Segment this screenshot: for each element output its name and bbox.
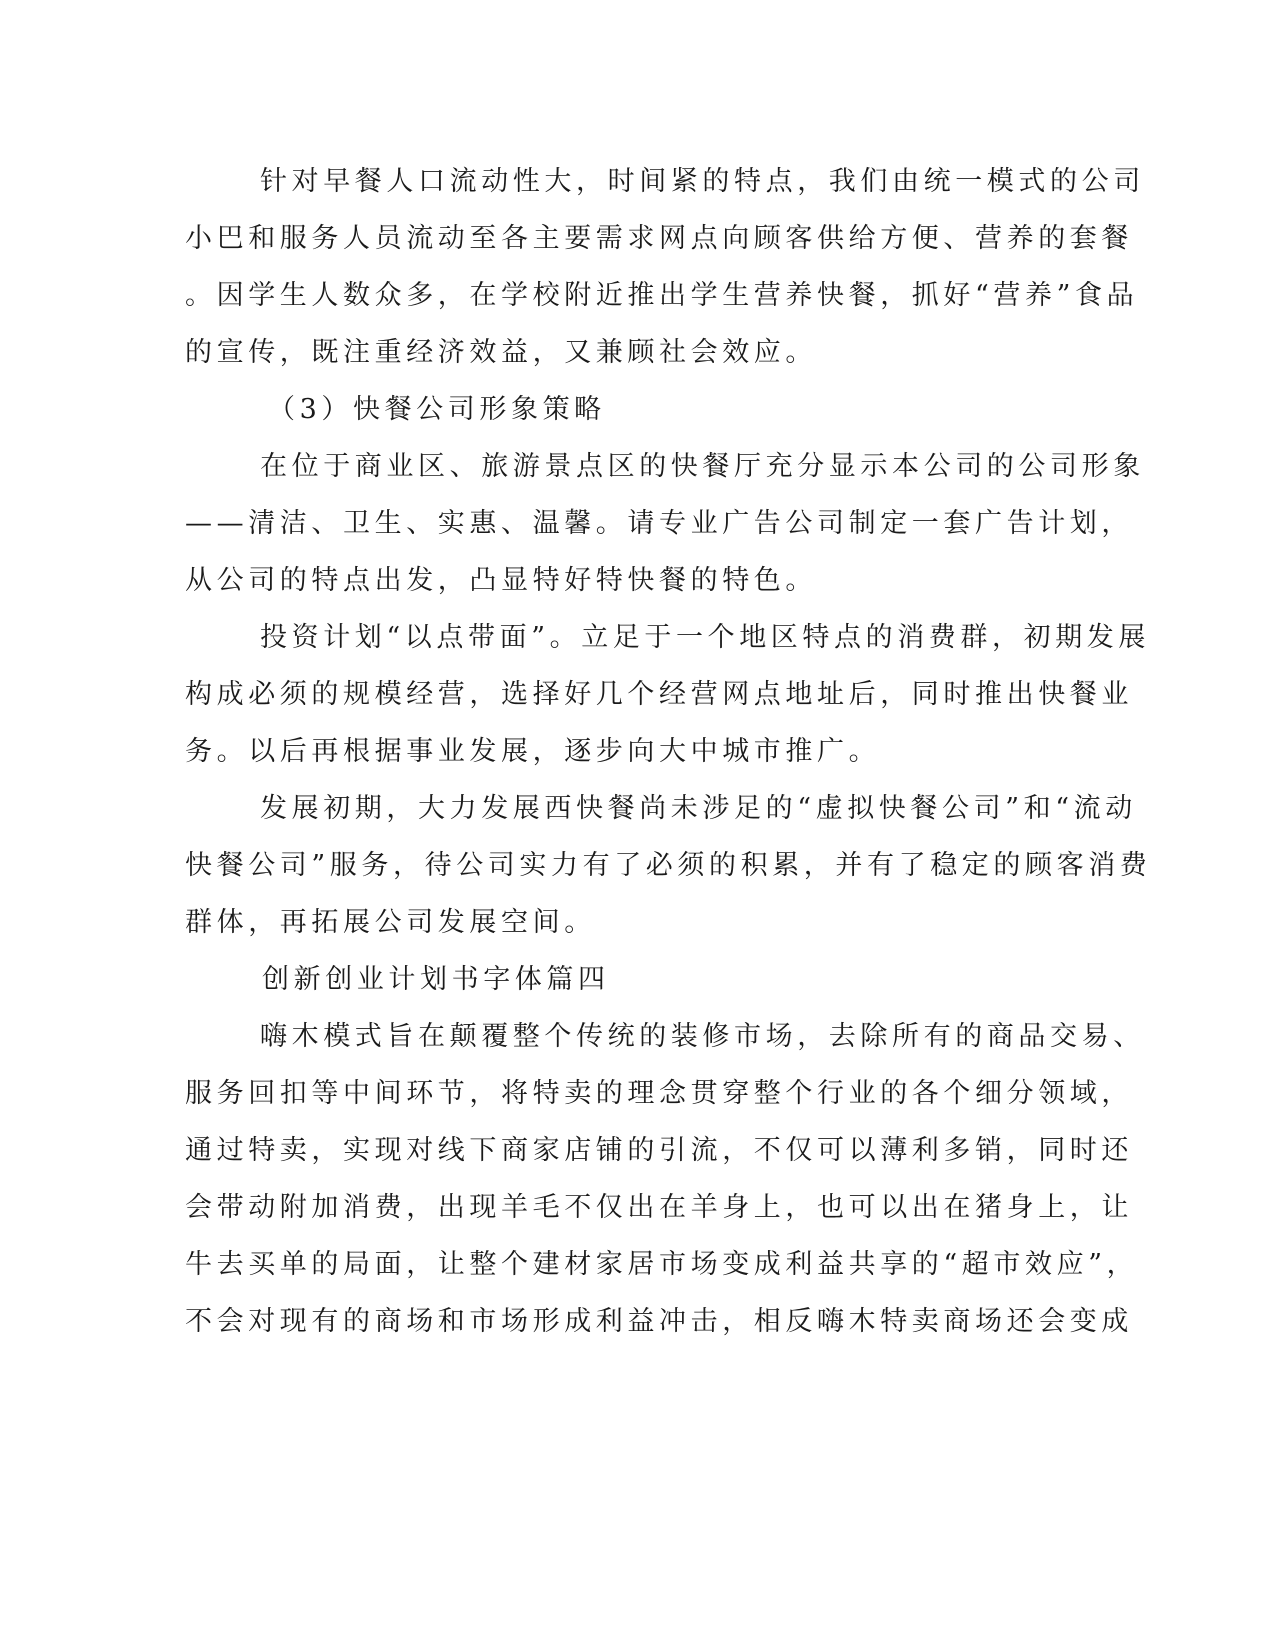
paragraph-line: 。因学生人数众多，在学校附近推出学生营养快餐，抓好“营养”食品 xyxy=(185,280,1139,311)
paragraph-line: 从公司的特点出发，凸显特好特快餐的特色。 xyxy=(185,565,817,596)
paragraph-line: 的宣传，既注重经济效益，又兼顾社会效应。 xyxy=(185,337,817,368)
paragraph-line: 嗨木模式旨在颠覆整个传统的装修市场，去除所有的商品交易、 xyxy=(260,1021,1145,1052)
paragraph-line: 不会对现有的商场和市场形成利益冲击，相反嗨木特卖商场还会变成 xyxy=(185,1306,1133,1337)
paragraph-line: 针对早餐人口流动性大，时间紧的特点，我们由统一模式的公司 xyxy=(260,166,1145,197)
paragraph-line: 群体，再拓展公司发展空间。 xyxy=(185,907,596,938)
section-heading: 创新创业计划书字体篇四 xyxy=(262,964,610,995)
paragraph-line: ——清洁、卫生、实惠、温馨。请专业广告公司制定一套广告计划， xyxy=(185,508,1133,539)
section-heading: （3）快餐公司形象策略 xyxy=(268,394,606,425)
paragraph-line: 会带动附加消费，出现羊毛不仅出在羊身上，也可以出在猪身上，让 xyxy=(185,1192,1133,1223)
paragraph-line: 务。以后再根据事业发展，逐步向大中城市推广。 xyxy=(185,736,881,767)
paragraph-line: 在位于商业区、旅游景点区的快餐厅充分显示本公司的公司形象 xyxy=(260,451,1145,482)
paragraph-line: 小巴和服务人员流动至各主要需求网点向顾客供给方便、营养的套餐 xyxy=(185,223,1133,254)
paragraph-line: 投资计划“以点带面”。立足于一个地区特点的消费群，初期发展 xyxy=(260,622,1151,653)
paragraph-line: 服务回扣等中间环节，将特卖的理念贯穿整个行业的各个细分领域， xyxy=(185,1078,1133,1109)
paragraph-line: 构成必须的规模经营，选择好几个经营网点地址后，同时推出快餐业 xyxy=(185,679,1133,710)
paragraph-line: 发展初期，大力发展西快餐尚未涉足的“虚拟快餐公司”和“流动 xyxy=(260,793,1137,824)
paragraph-line: 快餐公司”服务，待公司实力有了必须的积累，并有了稳定的顾客消费 xyxy=(185,850,1152,881)
paragraph-line: 通过特卖，实现对线下商家店铺的引流，不仅可以薄利多销，同时还 xyxy=(185,1135,1133,1166)
paragraph-line: 牛去买单的局面，让整个建材家居市场变成利益共享的“超市效应”， xyxy=(185,1249,1139,1280)
